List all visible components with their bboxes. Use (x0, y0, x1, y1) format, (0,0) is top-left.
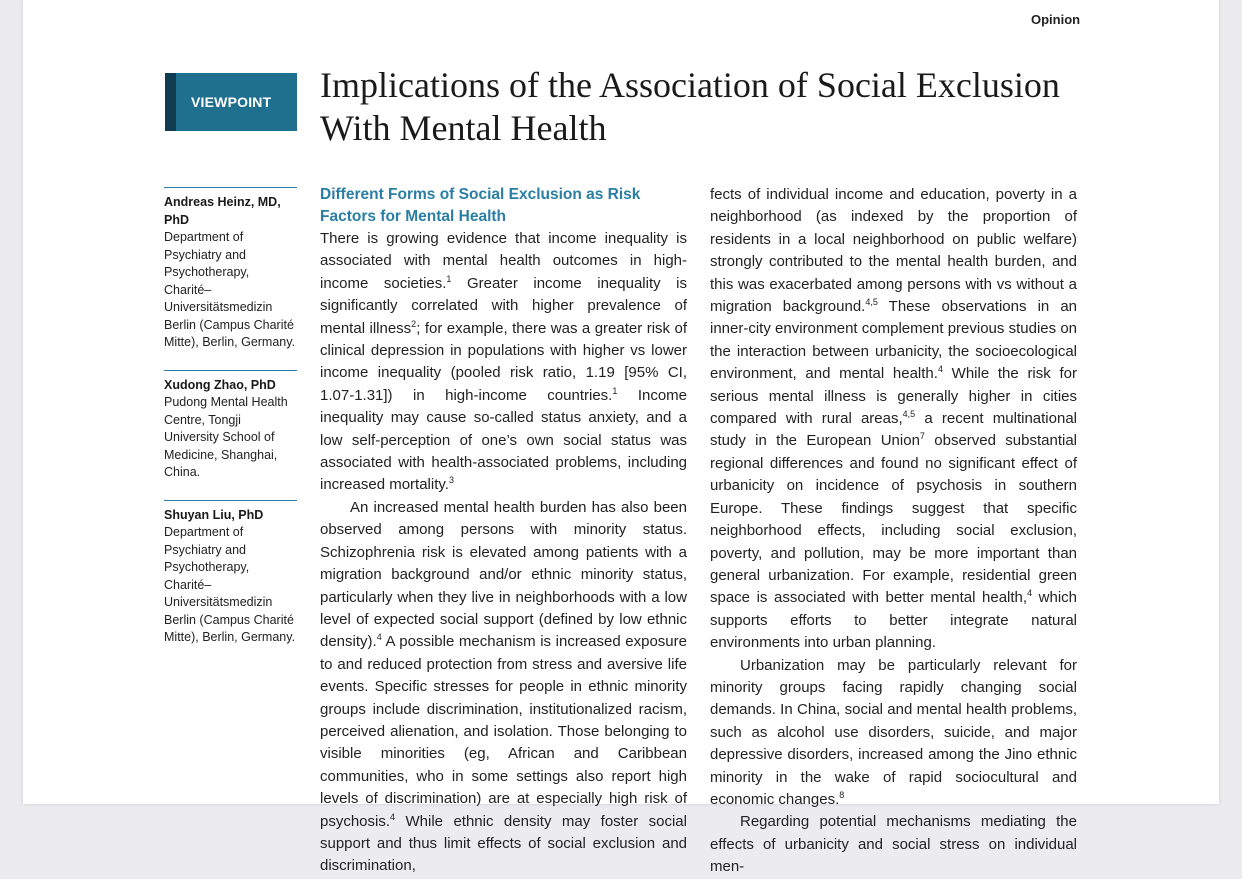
viewpoint-badge (165, 73, 297, 131)
article-page (23, 0, 1219, 876)
article-title: Implications of the Association of Social Exclusion With Mental Health (320, 65, 1060, 148)
author-name: Shuyan Liu, PhD (164, 507, 264, 522)
section-subheading: Different Forms of Social Exclusion as Risk Factors for Mental Health (320, 186, 641, 225)
body-column-right (710, 184, 1077, 879)
author-affiliation: Department of Psychiatry and Psychotherapy, Charité–Universitätsmedizin Berlin (Campus Charité Mitte), Berlin, Germany. (164, 230, 296, 349)
body-paragraph: An increased mental health burden has also been observed among persons with minority status. Schizophrenia risk is elevated among patients with a migration background and/or ethnic minority status, particularly when they live in neighborhoods with a low level of expected social support (defined by low ethnic density).$^4$ A possible mechanism is increased exposure to and reduced protection from stress and aversive life events. Specific stresses for people in ethnic minority groups include discrimination, institutionalized racism, perceived alienation, and isolation. Those belonging to visible minorities (eg, African and Caribbean communities, who in some settings also report high levels of discrimination) are at especially high risk of psychosis.$^4$ While ethnic density may foster social support and thus limit effects of social exclusion and discrimination, (320, 498, 687, 875)
badge-label: VIEWPOINT (191, 94, 272, 110)
body-paragraph: fects of individual income and education, poverty in a neighborhood (as indexed by the proportion of residents in a local neighborhood on public welfare) strongly contributed to the mental health burden, and this was exacerbated among persons with vs without a migration background.$^{4,5}$ These observations in an inner-city environment complement previous studies on the interaction between urbanicity, the socioecological environment, and mental health.$^4$ While the risk for serious mental illness is generally higher in cities compared with rural areas,$^{4,5}$ a recent multinational study in the European Union$^7$ observed substantial regional differences and found no significant effect of urbanicity on incidence of psychosis in southern Europe. These findings suggest that specific neighborhood effects, including social exclusion, poverty, and pollution, may be more important than general urbanization. For example, residential green space is associated with better mental health,$^4$ which supports efforts to better integrate natural environments into urban planning. (710, 186, 1078, 652)
body-column-left (320, 184, 687, 878)
body-paragraph: Regarding potential mechanisms mediating the effects of urbanicity and social stress on individual men- (710, 813, 1077, 876)
author-name: Andreas Heinz, MD, PhD (164, 195, 281, 227)
badge-stripe (165, 73, 176, 131)
author-block (164, 187, 297, 352)
author-affiliation: Pudong Mental Health Centre, Tongji University School of Medicine, Shanghai, China. (164, 395, 288, 479)
author-block (164, 370, 297, 482)
section-label: Opinion (1031, 12, 1081, 27)
body-paragraph: Urbanization may be particularly relevant for minority groups facing rapidly changing social demands. In China, social and mental health problems, such as alcohol use disorders, suicide, and major depressive disorders, increased among the Jino ethnic minority in the wake of rapid sociocultural and economic changes.$^8$ (710, 656, 1077, 808)
body-paragraph: There is growing evidence that income inequality is associated with mental health outcomes in high-income societies.$^1$ Greater income inequality is significantly correlated with higher prevalence of mental illness$^2$; for example, there was a greater risk of clinical depression in populations with higher vs lower income inequality (pooled risk ratio, 1.19 [95% CI, 1.07-1.31]) in high-income countries.$^1$ Income inequality may cause so-called status anxiety, and a low self-perception of one’s own social status was associated with health-associated problems, including increased mortality.$^3$ (320, 230, 688, 494)
author-block (164, 500, 297, 647)
author-name: Xudong Zhao, PhD (164, 377, 276, 392)
author-affiliation: Department of Psychiatry and Psychotherapy, Charité–Universitätsmedizin Berlin (Campus Charité Mitte), Berlin, Germany. (164, 525, 296, 644)
author-list (164, 187, 297, 665)
